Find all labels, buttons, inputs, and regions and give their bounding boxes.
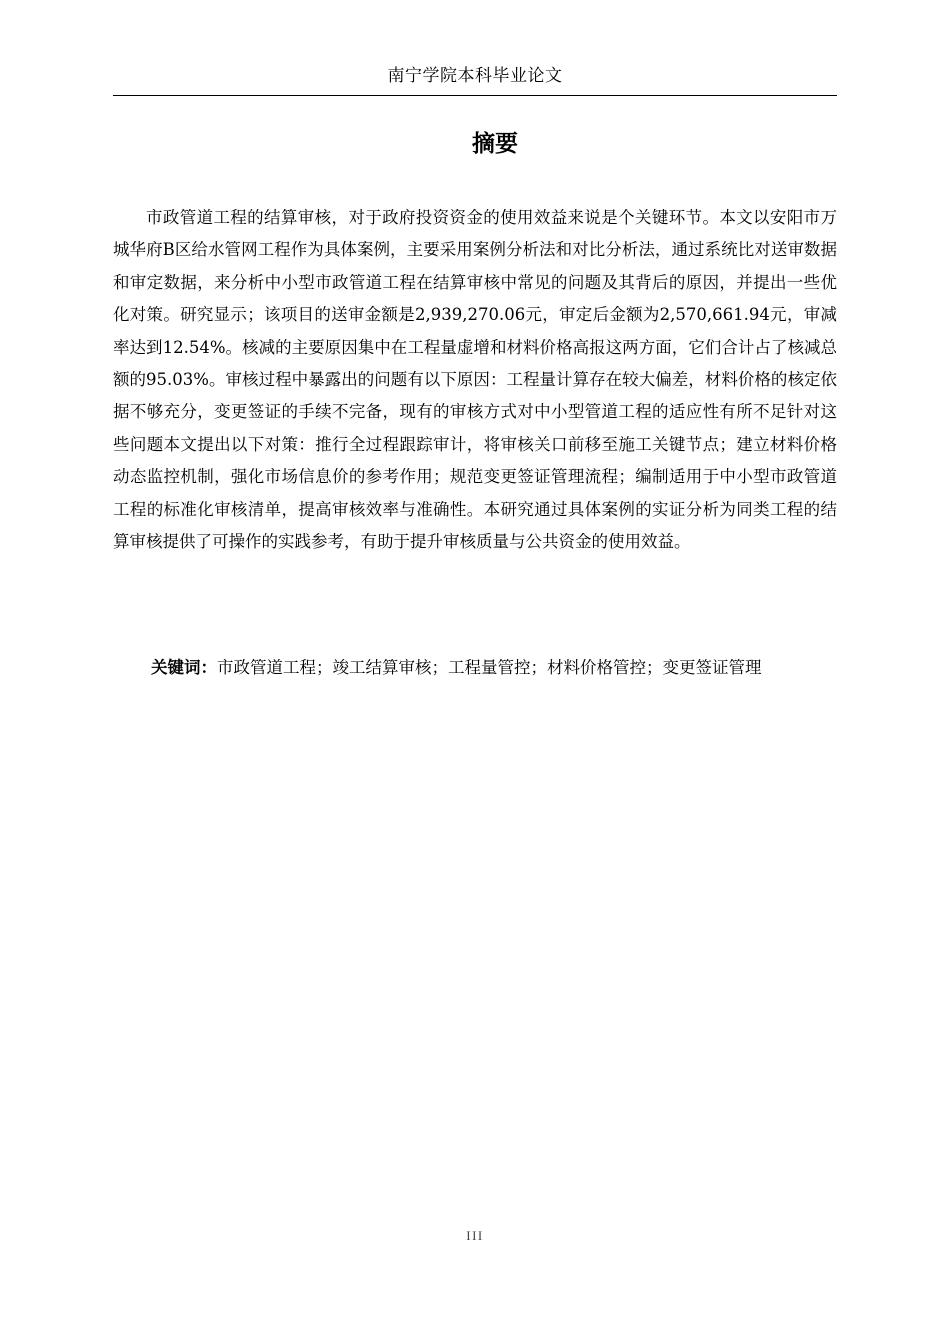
keywords-label: 关键词：: [151, 658, 217, 677]
abstract-body: 市政管道工程的结算审核，对于政府投资资金的使用效益来说是个关键环节。本文以安阳市万城华府B区给水管网工程作为具体案例，主要采用案例分析法和对比分析法，通过系统比对送审数据和审定数据，来分析中小型市政管道工程在结算审核中常见的问题及其背后的原因，并提出一些优化对策。研究显示；该项目的送审金额是2,939,270.06元，审定后金额为2,570,661.94元，审减率达到12.54%。核减的主要原因集中在工程量虚增和材料价格高报这两方面，它们合计占了核减总额的95.03%。审核过程中暴露出的问题有以下原因：工程量计算存在较大偏差，材料价格的核定依据不够充分，变更签证的手续不完备，现有的审核方式对中小型管道工程的适应性有所不足针对这些问题本文提出以下对策：推行全过程跟踪审计，将审核关口前移至施工关键节点；建立材料价格动态监控机制，强化市场信息价的参考作用；规范变更签证管理流程；编制适用于中小型市政管道工程的标准化审核清单，提高审核效率与准确性。本研究通过具体案例的实证分析为同类工程的结算审核提供了可操作的实践参考，有助于提升审核质量与公共资金的使用效益。: [113, 208, 837, 552]
page-number: III: [466, 1228, 484, 1243]
keywords-text: 市政管道工程；竣工结算审核；工程量管控；材料价格管控；变更签证管理: [217, 658, 762, 677]
keywords-paragraph: [113, 652, 837, 684]
abstract-title: 摘要: [472, 131, 518, 157]
running-title: 南宁学院本科毕业论文: [387, 66, 563, 86]
page-header: [113, 64, 837, 96]
